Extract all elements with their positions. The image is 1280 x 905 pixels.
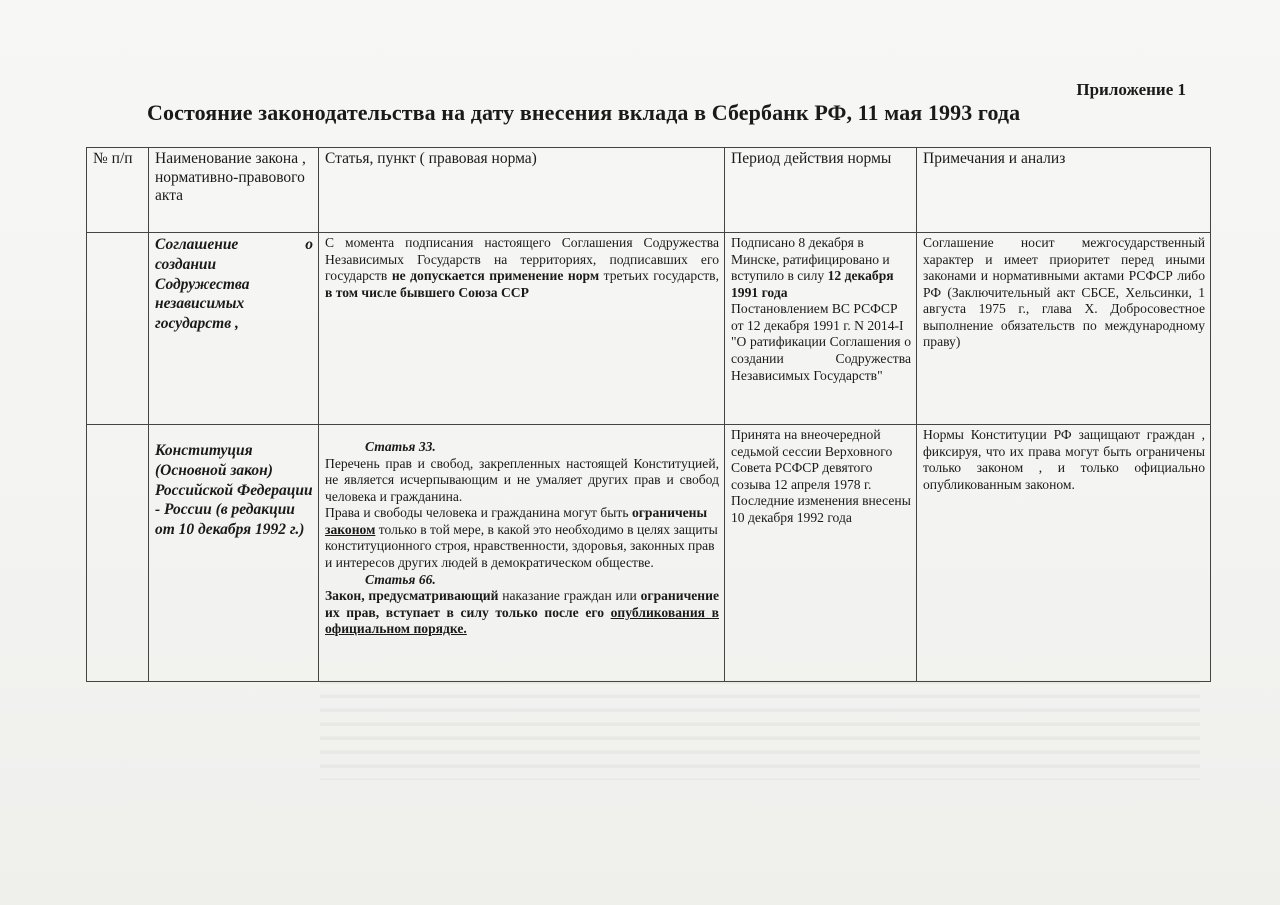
article-title: Статья 66.	[365, 571, 436, 587]
table-header-row	[87, 148, 1211, 233]
period-text: Подписано 8 декабря в Минске, ратифицировано и вступило в силу	[731, 235, 890, 284]
law-period	[725, 233, 917, 425]
law-notes: Нормы Конституции РФ защищают граждан , фиксируя, что их права могут быть ограничены только законом , и только официально опубликованным законом.	[917, 425, 1211, 682]
law-name: Конституция (Основной закон) Российской Федерации - России (в редакции от 10 декабря 1992 г.)	[149, 425, 319, 682]
article-text: С момента подписания настоящего Соглашения Содружества Независимых Государств на территориях, подписавших его государств	[325, 235, 719, 284]
article-text-bold: ограничение их прав, вступает в силу только после его	[325, 588, 719, 620]
header-name: Наименование закона , нормативно-правового акта	[149, 148, 319, 233]
appendix-label: Приложение 1	[1076, 80, 1186, 99]
document-title: Состояние законодательства на дату внесения вклада в Сбербанк РФ, 11 мая 1993 года	[147, 100, 1021, 125]
article-text: только в той мере, в какой это необходимо в целях защиты конституционного строя, нравственности, здоровья, законных прав и интересов других людей в демократическом обществе.	[325, 521, 718, 571]
law-article	[319, 233, 725, 425]
article-title: Статья 33.	[365, 439, 436, 454]
row-num	[87, 425, 149, 682]
legislation-table	[86, 147, 1211, 682]
header-period: Период действия нормы	[725, 148, 917, 233]
article-text-bold: не допускается применение норм	[391, 268, 600, 284]
article-text-bold-underlined: опубликования в официальном порядке.	[325, 604, 719, 637]
article-text-bold-underlined: законом	[325, 521, 376, 537]
law-notes: Соглашение носит межгосударственный характер и имеет приоритет перед иными законами и нормативными актами РСФСР либо РФ (Заключительный акт СБСЕ, Хельсинки, 1 августа 1975 г., глава X. Добросовестное выполнение обязательств по международному праву)	[917, 233, 1211, 425]
table-row	[87, 425, 1211, 682]
law-name: Соглашение о создании Содружества независимых государств ,	[149, 233, 319, 425]
period-text: Постановлением ВС РСФСР от 12 декабря 1991 г. N 2014-I	[731, 301, 904, 333]
header-num: № п/п	[87, 148, 149, 233]
article-text	[325, 505, 719, 571]
period-date-bold: 12 декабря 1991 года	[731, 268, 894, 300]
article-text	[325, 588, 719, 638]
article-text-bold: Закон, предусматривающий	[325, 588, 499, 604]
row-num	[87, 233, 149, 425]
header-article: Статья, пункт ( правовая норма)	[319, 148, 725, 233]
law-period: Принята на внеочередной седьмой сессии Верховного Совета РСФСР девятого созыва 12 апреля 1978 г. Последние изменения внесены 10 декабря 1992 года	[725, 425, 917, 682]
table-row	[87, 233, 1211, 425]
article-text: Перечень прав и свобод, закрепленных настоящей Конституцией, не является исчерпывающим и не умаляет других прав и свобод человека и гражданина.	[325, 455, 719, 504]
article-text-bold: ограничены	[631, 505, 708, 521]
article-text-bold: в том числе бывшего Союза ССР	[325, 284, 529, 300]
article-text: наказание граждан или	[498, 588, 641, 604]
article-text: третьих государств,	[599, 268, 719, 284]
period-text: "О ратификации Соглашения о создании Содружества Независимых Государств"	[731, 334, 911, 383]
header-notes: Примечания и анализ	[917, 148, 1211, 233]
scan-bleedthrough	[320, 670, 1200, 780]
article-text: Права и свободы человека и гражданина могут быть	[325, 505, 632, 521]
law-article	[319, 425, 725, 682]
